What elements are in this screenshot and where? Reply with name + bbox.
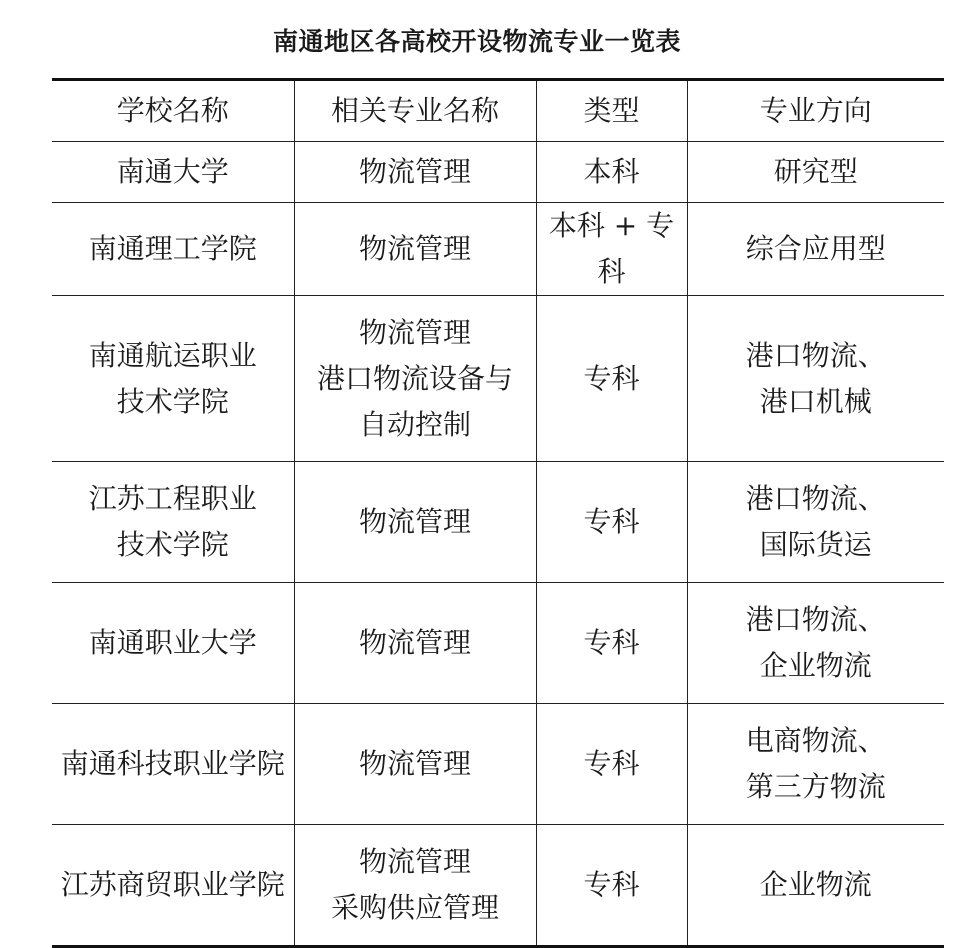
header-row <box>52 80 944 142</box>
school-cell <box>52 583 294 704</box>
table-row <box>52 704 944 825</box>
direction-cell <box>687 825 944 947</box>
school-name: 技术学院 <box>116 528 229 561</box>
school-name: 南通理工学院 <box>88 232 257 265</box>
school-cell <box>52 296 294 462</box>
table-row <box>52 583 944 704</box>
major-cell <box>294 462 536 583</box>
major-cell <box>294 583 536 704</box>
school-name: 南通职业大学 <box>88 626 257 659</box>
direction-text: 国际货运 <box>759 528 872 561</box>
school-cell <box>52 142 294 203</box>
direction-text: 企业物流 <box>759 649 872 682</box>
header-major: 相关专业名称 <box>294 80 536 142</box>
type-cell: 专科 <box>536 296 687 462</box>
type-cell: 专科 <box>536 462 687 583</box>
major-name: 物流管理 <box>358 232 471 265</box>
table-row <box>52 142 944 203</box>
school-name: 南通科技职业学院 <box>60 747 285 780</box>
school-name: 技术学院 <box>116 384 229 418</box>
direction-cell <box>687 142 944 203</box>
school-name: 江苏商贸职业学院 <box>60 868 285 901</box>
major-name: 物流管理 <box>358 845 471 878</box>
type-cell: 专科 <box>536 704 687 825</box>
header-type: 类型 <box>536 80 687 142</box>
major-name: 物流管理 <box>358 626 471 659</box>
direction-text: 研究型 <box>773 155 858 188</box>
school-cell <box>52 462 294 583</box>
direction-text: 电商物流、 <box>745 724 886 757</box>
table-row <box>52 462 944 583</box>
school-cell <box>52 704 294 825</box>
school-name: 南通航运职业 <box>88 338 257 372</box>
direction-cell <box>687 296 944 462</box>
header-direction: 专业方向 <box>687 80 944 142</box>
school-name: 江苏工程职业 <box>88 482 257 515</box>
table-row <box>52 825 944 947</box>
table-title: 南通地区各高校开设物流专业一览表 <box>272 27 681 56</box>
direction-cell <box>687 583 944 704</box>
major-cell <box>294 825 536 947</box>
school-cell <box>52 825 294 947</box>
table-row <box>52 203 944 296</box>
direction-cell <box>687 203 944 296</box>
school-cell <box>52 203 294 296</box>
majors-table <box>52 78 944 948</box>
direction-text: 港口物流、 <box>745 338 886 372</box>
major-name: 物流管理 <box>358 747 471 780</box>
direction-text: 港口机械 <box>759 384 872 418</box>
direction-cell <box>687 462 944 583</box>
major-name: 物流管理 <box>358 155 471 188</box>
type-cell: 本科 + 专科 <box>536 203 687 296</box>
direction-text: 第三方物流 <box>745 770 886 803</box>
type-cell: 本科 <box>536 142 687 203</box>
major-name: 物流管理 <box>358 315 471 349</box>
direction-text: 综合应用型 <box>745 232 886 265</box>
type-cell: 专科 <box>536 583 687 704</box>
direction-text: 港口物流、 <box>745 482 886 515</box>
major-cell <box>294 296 536 462</box>
major-name: 自动控制 <box>358 407 471 441</box>
direction-text: 港口物流、 <box>745 603 886 636</box>
school-name: 南通大学 <box>116 155 229 188</box>
major-cell <box>294 704 536 825</box>
major-name: 港口物流设备与 <box>316 361 513 395</box>
table-row <box>52 296 944 462</box>
major-cell <box>294 142 536 203</box>
major-name: 采购供应管理 <box>330 891 499 924</box>
direction-text: 企业物流 <box>759 868 872 901</box>
major-name: 物流管理 <box>358 505 471 538</box>
direction-cell <box>687 704 944 825</box>
major-cell <box>294 203 536 296</box>
header-school: 学校名称 <box>52 80 294 142</box>
type-cell: 专科 <box>536 825 687 947</box>
